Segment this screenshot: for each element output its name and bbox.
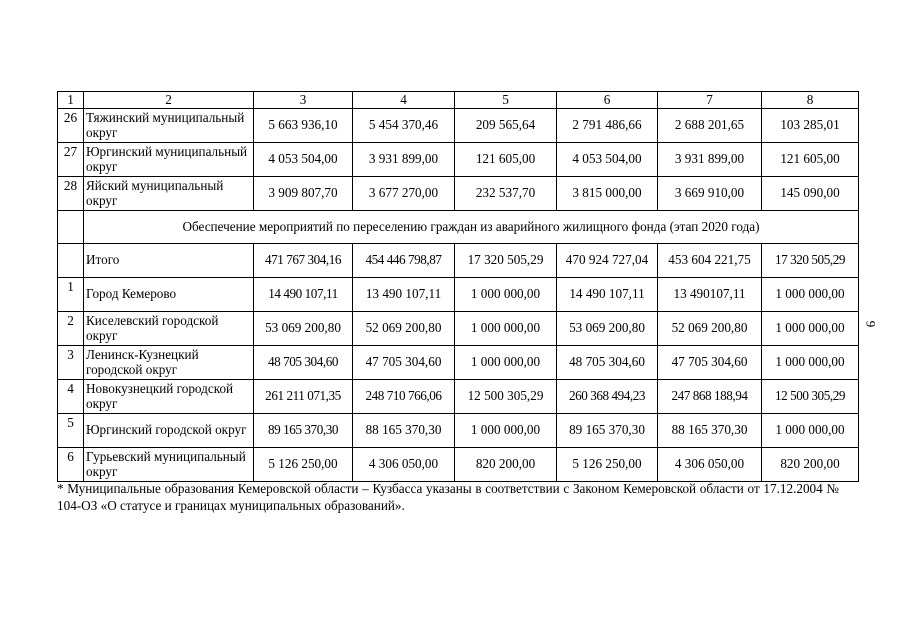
row-number: 28 <box>58 176 84 210</box>
municipality-name: Юргинский муниципальный округ <box>84 142 254 176</box>
value-cell: 3 931 899,00 <box>658 142 762 176</box>
header-cell: 6 <box>557 92 658 109</box>
value-cell: 121 605,00 <box>762 142 859 176</box>
section-blank-cell <box>58 210 84 243</box>
value-cell: 1 000 000,00 <box>762 345 859 379</box>
value-cell: 453 604 221,75 <box>658 243 762 277</box>
value-cell: 48 705 304,60 <box>254 345 353 379</box>
value-cell: 247 868 188,94 <box>658 379 762 413</box>
value-cell: 248 710 766,06 <box>353 379 455 413</box>
table-row <box>58 176 859 210</box>
header-cell: 5 <box>455 92 557 109</box>
value-cell: 17 320 505,29 <box>762 243 859 277</box>
row-number: 26 <box>58 108 84 142</box>
value-cell: 3 669 910,00 <box>658 176 762 210</box>
value-cell: 88 165 370,30 <box>353 413 455 447</box>
value-cell: 1 000 000,00 <box>455 277 557 311</box>
table-row <box>58 379 859 413</box>
value-cell: 2 791 486,66 <box>557 108 658 142</box>
value-cell: 260 368 494,23 <box>557 379 658 413</box>
value-cell: 471 767 304,16 <box>254 243 353 277</box>
value-cell: 5 454 370,46 <box>353 108 455 142</box>
value-cell: 2 688 201,65 <box>658 108 762 142</box>
section-row <box>58 210 859 243</box>
value-cell: 13 490 107,11 <box>353 277 455 311</box>
value-cell: 470 924 727,04 <box>557 243 658 277</box>
row-number: 2 <box>58 311 84 345</box>
value-cell: 5 126 250,00 <box>254 447 353 481</box>
header-cell: 4 <box>353 92 455 109</box>
value-cell: 47 705 304,60 <box>353 345 455 379</box>
value-cell: 53 069 200,80 <box>557 311 658 345</box>
table-row <box>58 447 859 481</box>
header-cell: 2 <box>84 92 254 109</box>
value-cell: 145 090,00 <box>762 176 859 210</box>
value-cell: 53 069 200,80 <box>254 311 353 345</box>
value-cell: 103 285,01 <box>762 108 859 142</box>
value-cell: 89 165 370,30 <box>254 413 353 447</box>
value-cell: 14 490 107,11 <box>557 277 658 311</box>
footnote: * Муниципальные образования Кемеровской области – Кузбасса указаны в соответствии с Законом Кемеровской области от 17.12.2004 № 104-ОЗ «О статусе и границах муниципальных образований». <box>57 481 839 513</box>
total-label: Итого <box>84 243 254 277</box>
value-cell: 121 605,00 <box>455 142 557 176</box>
value-cell: 52 069 200,80 <box>353 311 455 345</box>
municipality-name: Гурьевский муниципальный округ <box>84 447 254 481</box>
row-number: 1 <box>58 277 84 311</box>
value-cell: 232 537,70 <box>455 176 557 210</box>
table-row <box>58 277 859 311</box>
value-cell: 4 053 504,00 <box>557 142 658 176</box>
value-cell: 209 565,64 <box>455 108 557 142</box>
value-cell: 3 815 000,00 <box>557 176 658 210</box>
value-cell: 12 500 305,29 <box>455 379 557 413</box>
value-cell: 89 165 370,30 <box>557 413 658 447</box>
value-cell: 13 490107,11 <box>658 277 762 311</box>
value-cell: 4 053 504,00 <box>254 142 353 176</box>
value-cell: 47 705 304,60 <box>658 345 762 379</box>
row-number: 3 <box>58 345 84 379</box>
value-cell: 14 490 107,11 <box>254 277 353 311</box>
value-cell: 820 200,00 <box>762 447 859 481</box>
header-cell: 1 <box>58 92 84 109</box>
value-cell: 1 000 000,00 <box>455 311 557 345</box>
value-cell: 1 000 000,00 <box>762 413 859 447</box>
section-title: Обеспечение мероприятий по переселению граждан из аварийного жилищного фонда (этап 2020 года) <box>84 210 859 243</box>
row-number: 27 <box>58 142 84 176</box>
value-cell: 17 320 505,29 <box>455 243 557 277</box>
value-cell: 5 663 936,10 <box>254 108 353 142</box>
row-number: 5 <box>58 413 84 447</box>
municipality-name: Яйский муниципальный округ <box>84 176 254 210</box>
table-row <box>58 311 859 345</box>
header-cell: 8 <box>762 92 859 109</box>
page-number: 9 <box>863 320 879 328</box>
value-cell: 4 306 050,00 <box>353 447 455 481</box>
value-cell: 48 705 304,60 <box>557 345 658 379</box>
value-cell: 1 000 000,00 <box>762 277 859 311</box>
municipality-name: Ленинск-Кузнецкий городской округ <box>84 345 254 379</box>
row-number <box>58 243 84 277</box>
value-cell: 88 165 370,30 <box>658 413 762 447</box>
total-row <box>58 243 859 277</box>
value-cell: 261 211 071,35 <box>254 379 353 413</box>
municipality-name: Киселевский городской округ <box>84 311 254 345</box>
table-row <box>58 108 859 142</box>
value-cell: 3 909 807,70 <box>254 176 353 210</box>
value-cell: 12 500 305,29 <box>762 379 859 413</box>
header-cell: 3 <box>254 92 353 109</box>
value-cell: 4 306 050,00 <box>658 447 762 481</box>
value-cell: 1 000 000,00 <box>455 345 557 379</box>
municipality-name: Новокузнецкий городской округ <box>84 379 254 413</box>
municipality-name: Тяжинский муниципальный округ <box>84 108 254 142</box>
table-header-row <box>58 92 859 109</box>
header-cell: 7 <box>658 92 762 109</box>
value-cell: 1 000 000,00 <box>762 311 859 345</box>
value-cell: 1 000 000,00 <box>455 413 557 447</box>
value-cell: 5 126 250,00 <box>557 447 658 481</box>
value-cell: 454 446 798,87 <box>353 243 455 277</box>
value-cell: 820 200,00 <box>455 447 557 481</box>
budget-table <box>57 91 859 482</box>
value-cell: 3 931 899,00 <box>353 142 455 176</box>
value-cell: 52 069 200,80 <box>658 311 762 345</box>
table-row <box>58 345 859 379</box>
table-row <box>58 142 859 176</box>
municipality-name: Юргинский городской округ <box>84 413 254 447</box>
row-number: 6 <box>58 447 84 481</box>
value-cell: 3 677 270,00 <box>353 176 455 210</box>
table-row <box>58 413 859 447</box>
municipality-name: Город Кемерово <box>84 277 254 311</box>
row-number: 4 <box>58 379 84 413</box>
